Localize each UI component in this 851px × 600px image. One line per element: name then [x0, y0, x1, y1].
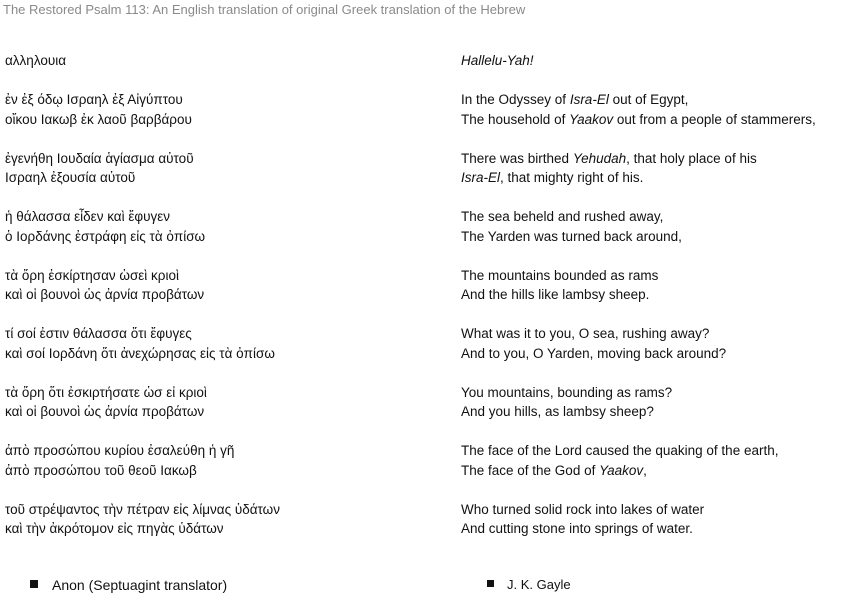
greek-verse-line: ἐγενήθη Ιουδαία ἁγίασμα αὐτοῦ — [5, 150, 194, 166]
english-verse-line — [461, 285, 849, 305]
english-stanza — [461, 266, 849, 305]
greek-verse-line: ἡ θάλασσα εἶδεν καὶ ἔφυγεν — [5, 209, 171, 224]
verse-text: And cutting stone into springs of water. — [461, 521, 693, 536]
english-stanzas — [461, 90, 849, 539]
english-verse-line — [461, 324, 849, 344]
greek-verse-line: καὶ τὴν ἀκρότομον εἰς πηγὰς ὑδάτων — [5, 521, 224, 536]
english-stanza — [461, 383, 849, 422]
bullet-icon — [30, 580, 38, 588]
english-stanza — [461, 500, 849, 539]
english-verse-line — [461, 149, 849, 169]
italic-name: Isra-El — [461, 170, 501, 185]
italic-name: Yaakov — [569, 111, 614, 127]
english-verse-line — [461, 500, 849, 520]
english-verse-line — [461, 383, 849, 403]
italic-name: Yehudah — [572, 150, 627, 166]
english-verse-line — [461, 519, 849, 539]
english-verse-line — [461, 110, 849, 130]
italic-name: Yaakov — [599, 462, 644, 478]
english-verse-line — [461, 344, 849, 364]
verse-text: The face of the God of — [461, 462, 600, 478]
greek-stanza — [5, 149, 435, 188]
greek-stanza — [5, 207, 435, 246]
verse-text: In the Odyssey of — [461, 92, 570, 107]
verse-text: The Yarden was turned back around, — [461, 228, 682, 244]
english-verse-line — [461, 168, 849, 188]
verse-text: The mountains bounded as rams — [461, 267, 659, 283]
greek-verse-line: ὁ Ιορδάνης ἐστράφη εἰς τὰ ὀπίσω — [5, 228, 206, 244]
verse-text: What was it to you, O sea, rushing away? — [461, 326, 710, 341]
greek-verse-line: ἀπὸ προσώπου κυρίου ἐσαλεύθη ἡ γῆ — [5, 443, 235, 458]
english-verse-line — [461, 90, 849, 110]
verse-text: The sea beheld and rushed away, — [461, 209, 664, 224]
verse-text: And the hills like lambsy sheep. — [461, 287, 650, 302]
english-stanza — [461, 441, 849, 480]
greek-translator-credit: Anon (Septuagint translator) — [52, 577, 228, 593]
english-stanza — [461, 149, 849, 188]
verse-text: And you hills, as lambsy sheep? — [461, 404, 654, 419]
greek-column — [5, 51, 435, 539]
english-verse-line — [461, 461, 849, 481]
greek-verse-line: καὶ οἱ βουνοὶ ὡς ἀρνία προβάτων — [5, 404, 205, 419]
greek-verse-line: ἐν ἐξ όδῳ Ισραηλ ἐξ Αἰγύπτου — [5, 92, 183, 107]
verse-text: out of Egypt, — [608, 92, 689, 107]
bullet-icon — [487, 580, 494, 587]
greek-stanza — [5, 500, 435, 539]
english-verse-line — [461, 266, 849, 286]
english-header: Hallelu-Yah! — [461, 53, 534, 68]
verse-text: The face of the Lord caused the quaking of the earth, — [461, 443, 779, 458]
english-verse-line — [461, 227, 849, 247]
english-column — [461, 51, 849, 539]
greek-verse-line: τοῦ στρέψαντος τὴν πέτραν εἰς λίμνας ὑδάτων — [5, 501, 280, 517]
greek-verse-line: Ισραηλ ἐξουσία αὐτοῦ — [5, 170, 136, 185]
greek-verse-line: τὰ ὄρη ἐσκίρτησαν ὡσεὶ κριοὶ — [5, 267, 179, 283]
verse-text: You mountains, bounding as rams? — [461, 384, 673, 400]
verse-text: , that holy place of his — [626, 150, 757, 166]
english-verse-line — [461, 402, 849, 422]
document-title: The Restored Psalm 113: An English translation of original Greek translation of the Hebrew — [3, 2, 526, 17]
greek-stanza — [5, 90, 435, 129]
verse-text: , — [643, 462, 647, 478]
greek-verse-line: καὶ σοί Ιορδάνη ὅτι ἀνεχώρησας εἰς τὰ ὀπίσω — [5, 345, 275, 361]
greek-verse-line: ἀπὸ προσώπου τοῦ θεοῦ Ιακωβ — [5, 462, 197, 478]
english-verse-line — [461, 441, 849, 461]
greek-verse-line: τί σοί ἐστιν θάλασσα ὅτι ἔφυγες — [5, 326, 192, 341]
english-stanza — [461, 324, 849, 363]
english-translator-credit: J. K. Gayle — [507, 577, 571, 592]
english-stanza — [461, 90, 849, 129]
verse-text: The household of — [461, 111, 570, 127]
greek-stanza — [5, 383, 435, 422]
footer-left-credit — [30, 577, 227, 593]
verse-text: , that mighty right of his. — [500, 170, 644, 185]
greek-stanza — [5, 324, 435, 363]
verse-text: And to you, O Yarden, moving back around? — [461, 345, 727, 361]
italic-name: Isra-El — [569, 92, 609, 107]
english-stanza — [461, 207, 849, 246]
greek-stanzas — [5, 90, 435, 539]
greek-verse-line: τὰ ὄρη ὅτι ἐσκιρτήσατε ὡσ εἰ κριοὶ — [5, 384, 207, 400]
footer-right-credit — [487, 577, 571, 592]
english-verse-line — [461, 207, 849, 227]
verse-text: There was birthed — [461, 150, 573, 166]
greek-stanza — [5, 441, 435, 480]
greek-header: αλληλουια — [5, 53, 67, 68]
greek-verse-line: οἴκου Ιακωβ ἐκ λαοῦ βαρβάρου — [5, 111, 192, 127]
verse-text: Who turned solid rock into lakes of water — [461, 501, 705, 517]
verse-text: out from a people of stammerers, — [613, 111, 816, 127]
greek-verse-line: καὶ οἱ βουνοὶ ὡς ἀρνία προβάτων — [5, 287, 205, 302]
greek-stanza — [5, 266, 435, 305]
